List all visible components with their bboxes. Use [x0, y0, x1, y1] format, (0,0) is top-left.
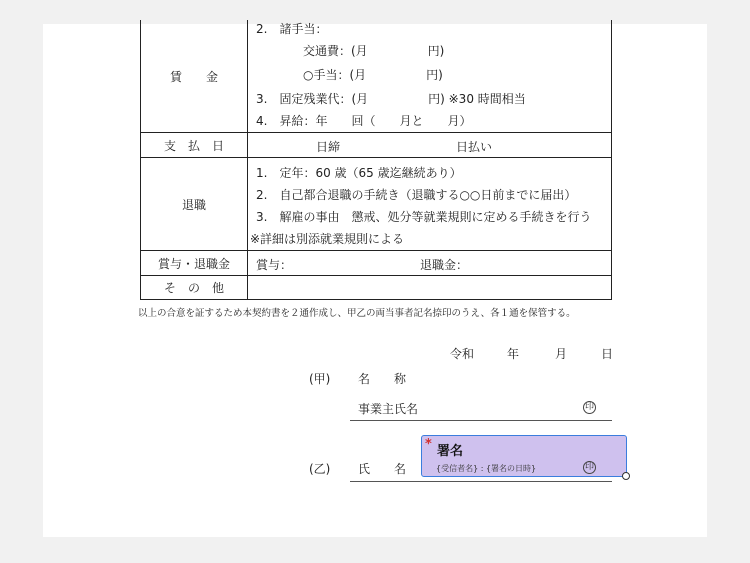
date-year: 年: [507, 347, 520, 361]
payday-label: 支 払 日: [141, 133, 248, 157]
table-row-wage: [141, 20, 611, 132]
signature-field-title: 署名: [437, 444, 464, 459]
bonus-label: 賞与・退職金: [141, 251, 248, 275]
payday-payment: 日払い: [456, 140, 493, 154]
other-label: そ の 他: [141, 276, 248, 299]
party-a-name-label: 名 称: [358, 372, 407, 386]
party-a-owner-label: 事業主氏名: [358, 402, 419, 416]
wage-line-overtime: 3. 固定残業代：(月 円) ※30 時間相当: [256, 92, 526, 106]
signature-field[interactable]: [421, 435, 627, 477]
wage-line-other-allowance: ○手当：(月 円): [303, 68, 443, 82]
party-b-underline: [350, 481, 612, 482]
table-row-bonus: [141, 250, 611, 275]
table-row-retirement: [141, 157, 611, 250]
party-b-tag: (乙): [309, 462, 331, 476]
party-a-underline: [350, 420, 612, 421]
retirement-label: 退職: [141, 158, 248, 250]
date-era: 令和: [450, 347, 475, 361]
agreement-note: 以上の合意を証するため本契約書を２通作成し、甲乙の両当事者記名捺印のうえ、各１通を保管する。: [138, 308, 576, 319]
required-mark: *: [425, 437, 432, 452]
table-row-other: [141, 275, 611, 299]
retirement-line-voluntary: 2. 自己都合退職の手続き（退職する○○日前までに届出）: [256, 188, 577, 202]
party-b-name-label: 氏 名: [358, 462, 407, 476]
signature-field-subtitle: {受信者名} : {署名の日時}: [436, 464, 537, 473]
date-day: 日: [601, 347, 614, 361]
resize-handle[interactable]: [622, 472, 630, 480]
party-a-seal-icon: 印: [584, 402, 594, 412]
retirement-line-dismissal: 3. 解雇の事由 懲戒、処分等就業規則に定める手続きを行う: [256, 210, 592, 224]
bonus-value: 賞与：: [256, 258, 293, 272]
wage-label: 賃 金: [141, 20, 248, 132]
retirement-line-details: ※詳細は別添就業規則による: [250, 232, 405, 246]
payday-closing: 日締: [316, 140, 341, 154]
wage-line-transport: 交通費：(月 円): [303, 44, 445, 58]
table-row-payday: [141, 132, 611, 157]
party-a-tag: (甲): [309, 372, 331, 386]
wage-line-raise: 4. 昇給：年 回（ 月と 月）: [256, 114, 472, 128]
wage-values: [256, 20, 607, 132]
wage-line-allowances: 2. 諸手当：: [256, 22, 328, 36]
retirement-line-age: 1. 定年：60 歳（65 歳迄継続あり）: [256, 166, 462, 180]
contract-table: [140, 20, 612, 300]
severance-value: 退職金：: [420, 258, 469, 272]
date-month: 月: [555, 347, 568, 361]
party-b-seal-icon: 印: [584, 462, 594, 472]
